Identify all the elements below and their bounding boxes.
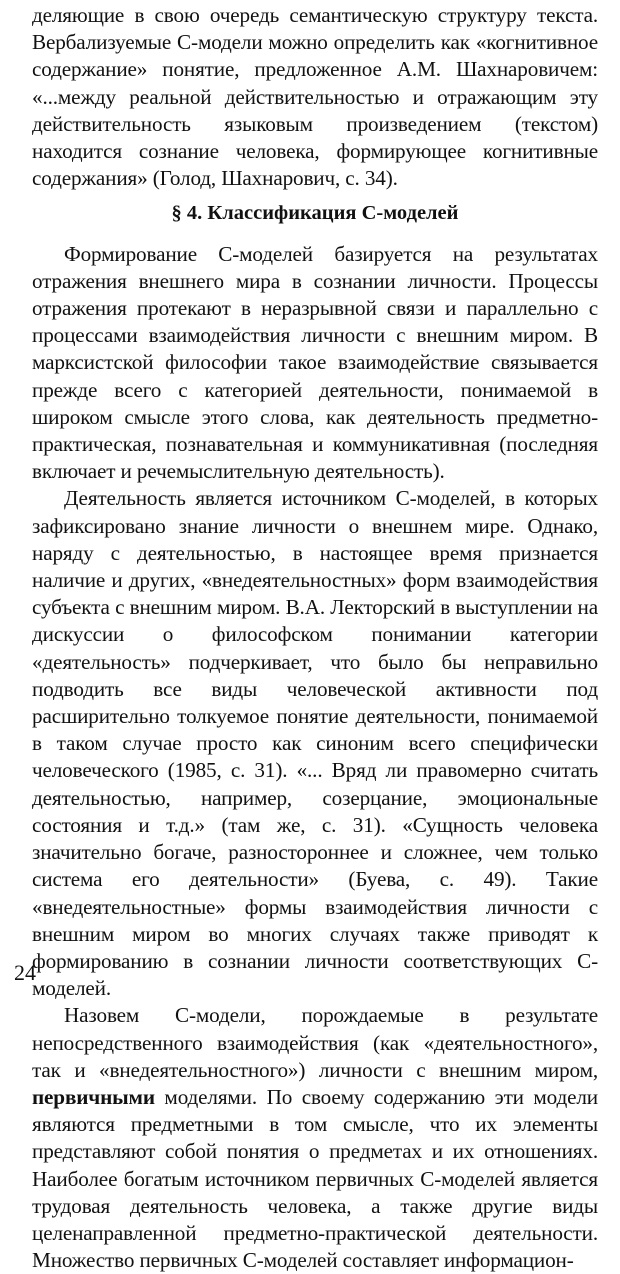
paragraph: [32, 1002, 598, 1274]
bold-term: первичными: [32, 1084, 155, 1109]
paragraph: Деятельность является источником С-моделей, в которых зафиксировано знание личности о внешнем мире. Однако, наряду с деятельностью, в настоящее время признается наличие и других, «внедеятельностных» форм взаимодействия субъекта с внешним миром. В.А. Лекторский в выступлении на дискуссии о философском понимании категории «деятельность» подчеркивает, что было бы неправильно подводить все виды человеческой активности под расширительно толкуемое понятие деятельности, понимаемой в таком случае просто как синоним всего специфически человеческого (1985, с. 31). «... Вряд ли правомерно считать деятельностью, например, созерцание, эмоциональные состояния и т.д.» (там же, с. 31). «Сущность человека значительно богаче, разностороннее и сложнее, чем только система его деятельности» (Буева, с. 49). Такие «внедеятельностные» формы взаимодействия личности с внешним миром во многих случаях также приводят к формированию в сознании личности соответствующих С-моделей.: [32, 486, 598, 1001]
section-heading: § 4. Классификация С-моделей: [171, 202, 459, 225]
paragraph-continued: деляющие в свою очередь семантическую структуру текста. Вербализуемые С-модели можно определить как «когнитивное содержание» понятие, предложенное А.М. Шахнаровичем: «...между реальной действительностью и отражающим эту действительность языковым произведением (текстом) находится сознание человека, формирующее когнитивные содержания» (Голод, Шахнарович, с. 34).: [32, 3, 598, 191]
paragraph-text: Назовем С-модели, порождаемые в результате непосредственного взаимодействия (как «деятельностного», так и «внедеятельностного») личности с внешним миром,: [32, 1003, 598, 1082]
page-text: [32, 2, 598, 1274]
page-number: 24: [14, 960, 36, 985]
paragraph: Формирование С-моделей базируется на результатах отражения внешнего мира в сознании личности. Процессы отражения протекают в неразрывной связи и параллельно с процессами взаимодействия личности с внешним миром. В марксистской философии такое взаимодействие связывается прежде всего с категорией деятельности, понимаемой в широком смысле этого слова, как деятельность предметно-практическая, познавательная и коммуникативная (последняя включает и речемыслительную деятельность).: [32, 241, 598, 484]
paragraph-text: моделями. По своему содержанию эти модели являются предметными в том смысле, что их элементы представляют собой понятия о предметах и их отношениях. Наиболее богатым источником первичных С-моделей является трудовая деятельность человека, а также другие виды целенаправленной предметно-практической деятельности. Множество первичных С-моделей составляет информацион-: [32, 1084, 598, 1273]
